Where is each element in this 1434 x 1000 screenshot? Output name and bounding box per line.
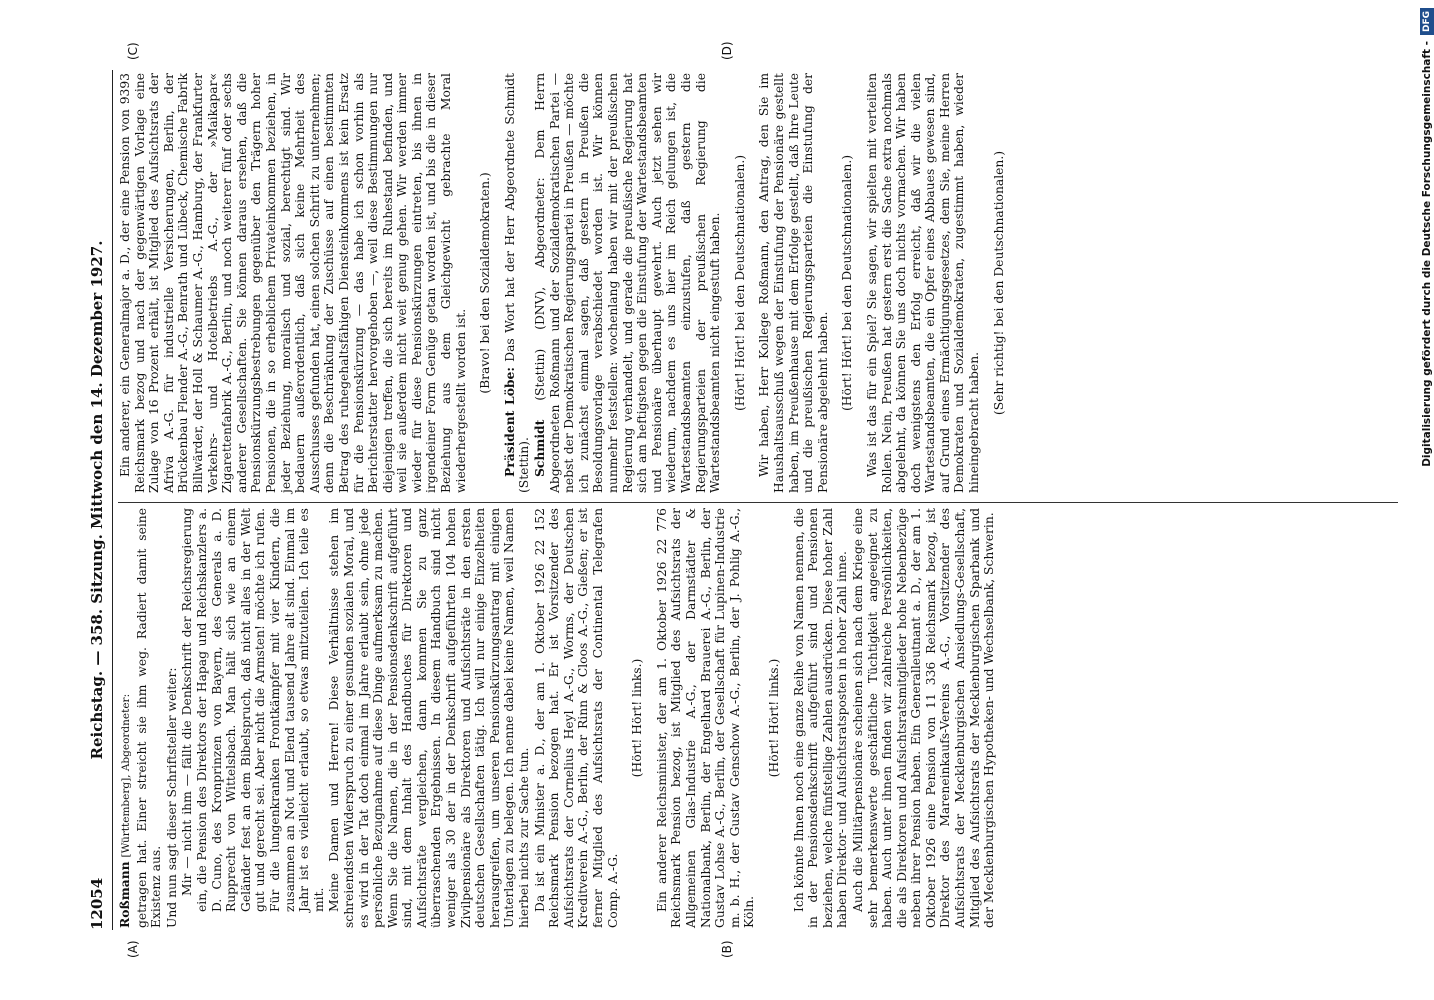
column-divider — [118, 502, 1398, 503]
left-column — [118, 508, 998, 928]
session-title: Reichstag. — 358. Sitzung. Mittwoch den 14. Dezember 1927. — [88, 240, 106, 760]
president-text: Das Wort hat der Herr Abgeordnete Schmidt (Stettin). — [502, 73, 532, 493]
digitization-credit — [1418, 8, 1434, 992]
speaker-tag: (Stettin) (DNV), Abgeordneter: — [533, 177, 548, 401]
credit-text: Digitalisierung gefördert durch die Deutsche Forschungsgemeinschaft - — [1421, 41, 1433, 467]
interjection: (Hört! Hört! links.) — [630, 658, 645, 778]
president-line — [503, 73, 532, 493]
paragraph: Da ist ein Minister a. D., der am 1. Oktober 1926 22 152 Reichsmark Pension bezogen hat. Er ist Vorsitzender des Aufsichtsrats der Cornelius Heyl A.-G., Worms, der Deutschen Kreditverein A.-G., Berlin, der Rinn & Cloos A.-G., Gießen; er ist ferner Mitglied des Aufsichtsrats der Continental Telegrafen Comp. A.-G. — [532, 508, 620, 928]
header-rule — [112, 70, 113, 930]
paragraph: Ein anderer Reichsminister, der am 1. Oktober 1926 22 776 Reichsmark Pension bezog, ist Mitglied des Aufsichtsrats der Allgemeinen Glas-Industrie A.-G., der Darmstädter & Nationalbank, Berlin, der Engelhard Brauerei A.-G., Berlin, der Gustav Lohse A.-G., Berlin, der Gesellschaft für Lupinen-Industrie m. b. H., der Gustav Genschow A.-G., Berlin, der J. Pohlig A.-G., Köln. — [654, 508, 757, 928]
speaker-line — [533, 73, 723, 493]
interjection: (Sehr richtig! bei den Deutschnationalen.) — [991, 150, 1006, 416]
running-head — [88, 70, 110, 930]
paragraph: Dem Herrn Abgeordneten Roßmann und der Sozialdemokratischen Partei — nebst der Demokratischen Regierungspartei in Preußen — möchte ich zunächst einmal sagen, daß gestern in Preußen die Besoldungsvorlage verabschiedet worden ist. Wir können nunmehr feststellen: wochenlang haben wir mit der preußischen Regierung verhandelt, und gerade die preußische Regierung hat sich am heftigsten gegen die Einstufung der Wartestandsbeamten und Pensionäre überhaupt gewehrt. Auch jetzt sehen wir wiederum, nachdem es uns hier im Reich gelungen ist, die Wartestandsbeamten einzustufen, daß gestern die Regierungsparteien der preußischen Regierung die Wartestandsbeamten nicht eingestuft haben. — [533, 73, 723, 493]
paragraph: Auch die Militärpensionäre scheinen sich nach dem Kriege eine sehr bemerkenswerte geschäftliche Tüchtigkeit angeeignet zu haben. Auch unter ihnen finden wir zahlreiche Persönlichkeiten, die als Direktoren und Aufsichtsratsmitglieder hohe Nebenbezüge neben ihrer Pension haben. Ein Generalleutnant a. D., der am 1. Oktober 1926 eine Pension von 11 336 Reichsmark bezog, ist Direktor des Mareneinkaufs-Vereins A.-G., Vorsitzender des Aufsichtsrats der Mecklenburgischen Ansiedlungs-Gesellschaft, Mitglied des Aufsichtsrats der Mecklenburgischen Sparbank und der Mecklenburgischen Hypotheken- und Wechselbank, Schwerin. — [850, 508, 997, 928]
speaker-line — [118, 508, 134, 928]
paragraph: Was ist das für ein Spiel? Sie sagen, wir spielten mit verteilten Rollen. Nein, Preußen hat gestern erst die Sache extra nochmals abgelehnt, da können Sie uns doch nichts vormachen. Wir haben doch wenigstens den Erfolg erreicht, daß wir die vielen Wartestandsbeamten, die ein Opfer eines Abbaues gewesen sind, auf Grund eines Ermächtigungsgesetzes, dem Sie, meine Herren Demokraten und Sozialdemokraten, zugestimmt haben, wieder hineingebracht haben. — [864, 73, 982, 493]
paragraph: Meine Damen und Herren! Diese Verhältnisse stehen im schreiendsten Widerspruch zu einer gesunden sozialen Moral, und es wird in der Tat doch einmal im Jahre erlaubt sein, ohne jede persönliche Bezugnahme auf diese Dinge aufmerksam zu machen. Wenn Sie die Namen, die in der Pensionsdenkschrift aufgeführt sind, mit dem Inhalt des Handbuches für Direktoren und Aufsichtsräte vergleichen, dann kommen Sie zu ganz überraschenden Ergebnissen. In diesem Handbuch sind nicht weniger als 30 der in der Denkschrift aufgeführten 104 hohen Zivilpensionäre als Direktoren und Aufsichtsräte in den ersten deutschen Gesellschaften tätig. Ich will nur einige Einzelheiten herausgreifen, um unseren Pensionskürzungsantrag mit einigen Unterlagen zu belegen. Ich nenne dabei keine Namen, weil Namen hierbei nichts zur Sache tun. — [327, 508, 532, 928]
interjection: (Bravo! bei den Sozialdemokraten.) — [478, 172, 493, 394]
interjection: (Hört! Hört! bei den Deutschnationalen.) — [840, 154, 855, 412]
quotation: Mir — nicht ihm — fällt die Denkschrift der Reichsregierung ein, die Pension des Direktors der Hapag und Reichskanzlers a. D. Cuno, des Kronprinzen von Bayern, des Generals a. D. Rupprecht von Wittelsbach. Man hält sich wie an einem Geländer fest an dem Bibelspruch, daß nicht alles in der Welt gut und gerecht sei. Aber nicht die Armsten! möchte ich rufen. Für die lungenkranken Frontkämpfer mit vier Kindern, die zusammen an Not und Elend tausend Jahre alt sind. Einmal im Jahr ist es vielleicht erlaubt, so etwas mitzuteilen. Ich teile es mit. — [180, 508, 326, 912]
right-column — [118, 73, 1016, 493]
paragraph: Wir haben, Herr Kollege Roßmann, den Antrag, den Sie im Haushaltsausschuß wegen der Einstufung der Pensionäre gestellt haben, im Preußenhause mit dem Erfolge gestellt, daß Ihre Leute und die preußischen Regierungsparteien die Einstufung der Pensionäre abgelehnt haben. — [757, 73, 830, 493]
paragraph: Ich könnte Ihnen noch eine ganze Reihe von Namen nennen, die in der Pensionsdenkschrift aufgeführt sind und Pensionen beziehen, welche fünfstellige Zahlen ausdrücken. Diese hoher Zahl haben Direktor- und Aufsichtsratsposten in hoher Zahl inne. — [791, 508, 850, 928]
interjection: (Hört! Hört! links.) — [766, 658, 781, 778]
margin-mark-c: (C) — [126, 42, 140, 60]
paragraph: Und nun sagt dieser Schriftsteller weiter: — [164, 667, 179, 928]
margin-mark-b: (B) — [720, 940, 734, 958]
speaker-name: Schmidt — [532, 419, 548, 477]
page-number: 12054 — [88, 877, 106, 930]
president-label: Präsident Löbe: — [501, 367, 517, 477]
paragraph: Ein anderer, ein Generalmajor a. D., der eine Pension von 9393 Reichsmark bezog und nach der gegenwärtigen Vorlage eine Zulage von 16 Prozent erhält, ist Mitglied des Aufsichtsrats der Afriva A.-G. für industrielle Versicherungen, Berlin, der Brückenbau Flender A.-G., Benrath und Lübeck, Chemische Fabrik Billwärder, der Holl & Schaumer A.-G., Hamburg, der Frankfurter Verkehrs- und Hotelbetriebs A.-G., der »Maikapar« Zigarettenfabrik A.-G., Berlin, und noch weiterer fünf oder sechs anderer Gesellschaften. Sie können daraus ersehen, daß die Pensionskürzungsbestrebungen gegenüber den Trägern hoher Pensionen, die in so erheblichem Privateinkommen beziehen, in jeder Beziehung, moralisch und sozial, berechtigt sind. Wir bedauern außerordentlich, daß sich keine Mehrheit des Ausschusses gefunden hat, einen solchen Schritt zu unternehmen; denn die Beschränkung der Zuschüsse auf einen bestimmten Betrag des ruhegehaltsfähigen Diensteinkommens ist kein Ersatz für die Pensionskürzung — das habe ich schon vorhin als Berichterstatter hervorgehoben —, weil diese Bestimmungen nur diejenigen treffen, die sich bereits im Ruhestand befinden, und weil sie außerdem nicht weit genug gehen. Wir werden immer wieder für diese Pensionskürzungen eintreten, bis ihnen in irgendeiner Form Genüge getan worden ist, und bis die in dieser Beziehung aus dem Gleichgewicht gebrachte Moral wiederhergestellt worden ist. — [118, 73, 468, 493]
interjection: (Hört! Hört! bei den Deutschnationalen.) — [732, 154, 747, 412]
margin-mark-d: (D) — [720, 41, 734, 60]
dfg-logo: DFG — [1420, 8, 1434, 35]
speaker-name: Roßmann — [117, 861, 132, 928]
speaker-tag: [Württemberg], Abgeordneter: — [120, 693, 132, 858]
margin-mark-a: (A) — [126, 940, 140, 958]
paragraph: getragen hat. Einer streicht sie ihm weg. Radiert damit seine Existenz aus. — [134, 508, 164, 928]
